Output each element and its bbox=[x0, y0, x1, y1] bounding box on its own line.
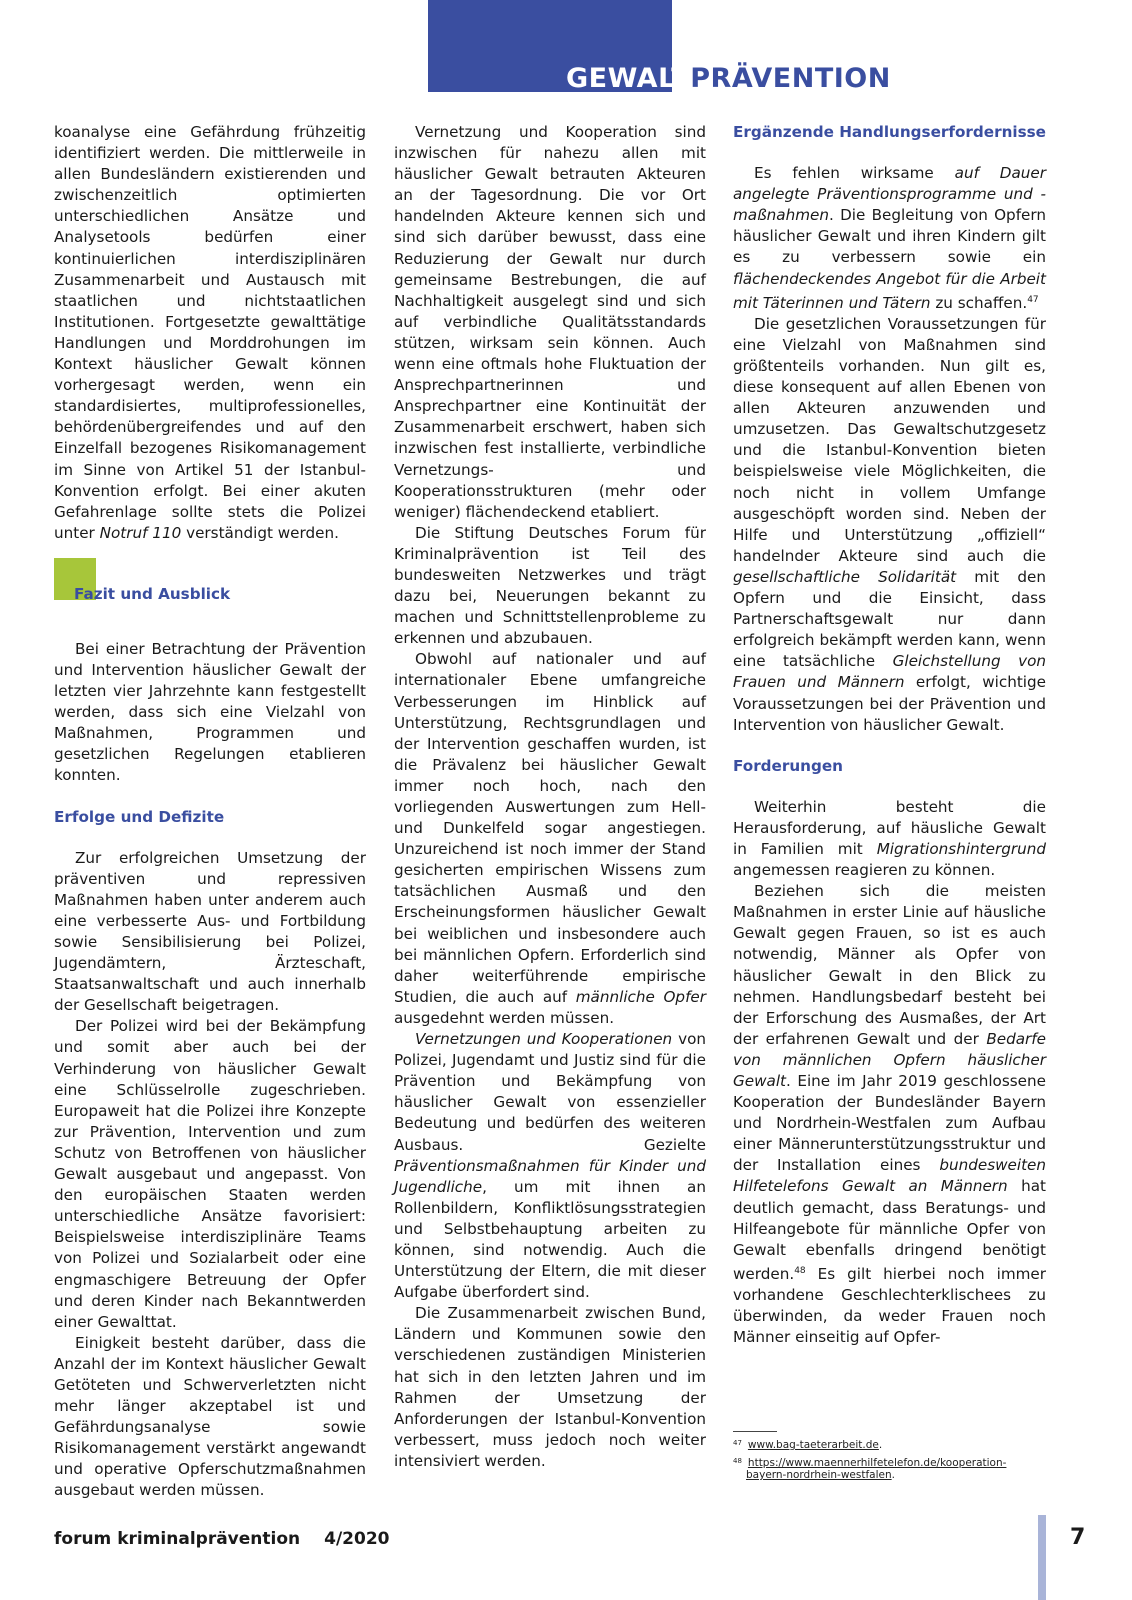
paragraph: Obwohl auf nationaler und auf internationaler Ebene umfangreiche Verbesserungen im Hinblick auf Unterstützung, Rechtsgrundlagen und der Intervention geschaffen wurden, ist die Prävalenz bei häuslicher Gewalt immer noch hoch, nach den vorliegenden Auswertungen zum Hell- und Dunkelfeld sogar angestiegen. Unzureichend ist noch immer der Stand gesicherten empirischen Wissens zum tatsächlichen Ausmaß und den Erscheinungsformen häuslicher Gewalt bei weiblichen und insbesondere auch bei männlichen Opfern. Erforderlich sind daher weiterführende empirische Studien, die auch auf männliche Opfer ausgedehnt werden müssen. bbox=[394, 650, 707, 1027]
paragraph: Vernetzungen und Kooperationen von Polizei, Jugendamt und Justiz sind für die Prävention und Bekämpfung von häuslicher Gewalt von essenzieller Bedeutung und bedürfen des weiteren Ausbaus. Gezielte Präventionsmaßnahmen für Kinder und Jugendliche, um mit ihnen an Rollenbildern, Konfliktlösungsstrategien und Selbstbehauptung arbeiten zu können, sind notwendig. Auch die Unterstützung der Eltern, die mit dieser Aufgabe überfordert sind. bbox=[394, 1030, 706, 1302]
paragraph: Einigkeit besteht darüber, dass die Anzahl der im Kontext häuslicher Gewalt Getöteten und Schwerverletzten nicht mehr länger akzeptabel ist und Gefährdungsanalyse sowie Risikomanagement verstärkt angewandt und operative Opferschutzmaßnahmen ausgebaut werden müssen. bbox=[54, 1333, 366, 1500]
footer-accent-bar bbox=[1038, 1515, 1046, 1600]
paragraph: Der Polizei wird bei der Bekämpfung und somit aber auch bei der Verhinderung von häuslicher Gewalt eine Schlüsselrolle zugeschrieben. Europaweit hat die Polizei ihre Konzepte zur Prävention, Intervention und zum Schutz von Betroffenen von häuslicher Gewalt ausgebaut und angepasst. Von den europäischen Staaten werden unterschiedliche Ansätze favorisiert: Beispielsweise interdisziplinäre Teams von Polizei und Sozialarbeit oder eine engmaschigere Betreuung der Opfer und deren Kinder nach Bekanntwerden einer Gewalttat. bbox=[54, 1017, 366, 1331]
paragraph: Bei einer Betrachtung der Prävention und Intervention häuslicher Gewalt der letzten vier Jahrzehnte kann festgestellt werden, dass sich eine Vielzahl von Maßnahmen, Programmen und gesetzlichen Regelungen etablieren konnten. bbox=[54, 639, 366, 785]
footer-issue: 4/2020 bbox=[324, 1529, 390, 1549]
paragraph: Die Zusammenarbeit zwischen Bund, Ländern und Kommunen sowie den verschiedenen zuständigen Ministerien hat sich in den letzten Jahren und im Rahmen der Umsetzung der Anforderungen der Istanbul-Konvention verbessert, muss jedoch noch weiter intensiviert werden. bbox=[394, 1304, 706, 1470]
footnote-divider bbox=[733, 1431, 777, 1432]
paragraph: Weiterhin besteht die Herausforderung, auf häusliche Gewalt in Familien mit Migrationshintergrund angemessen reagieren zu können. bbox=[733, 797, 1046, 880]
section-title: GEWALTPRÄVENTION bbox=[566, 63, 891, 94]
section-heading-erfolge: Erfolge und Defizite bbox=[54, 807, 225, 826]
column-2 bbox=[394, 122, 706, 1472]
footnote-link[interactable]: www.bag-taeterarbeit.de bbox=[747, 1439, 879, 1451]
paragraph: koanalyse eine Gefährdung frühzeitig identifiziert werden. Die mittlerweile in allen Bundesländern existierenden und zwischenzeitlich optimierten unterschiedlichen Ansätze und Analysetools bedürfen einer kontinuierlichen interdisziplinären Zusammenarbeit und Austausch mit staatlichen und nichtstaatlichen Institutionen. Fortgesetzte gewalttätige Handlungen und Morddrohungen im Kontext häuslicher Gewalt können vorhergesagt werden, wenn ein standardisiertes, multiprofessionelles, behördenübergreifendes und auf den Einzelfall bezogenes Risikomanagement im Sinne von Artikel 51 der Istanbul-Konvention erfolgt. Bei einer akuten Gefahrenlage sollte stets die Polizei unter Notruf 110 verständigt werden. bbox=[54, 123, 366, 542]
footnote-ref: 47 bbox=[1027, 294, 1039, 305]
paragraph: Beziehen sich die meisten Maßnahmen in erster Linie auf häusliche Gewalt gegen Frauen, so ist es auch notwendig, Männer als Opfer von häuslicher Gewalt in den Blick zu nehmen. Handlungsbedarf besteht bei der Erforschung des Ausmaßes, der Art der erfahrenen Gewalt und der Bedarfe von männlichen Opfern häuslicher Gewalt. Eine im Jahr 2019 geschlossene Kooperation der Bundesländer Bayern und Nordrhein-Westfalen zum Aufbau einer Männerunterstützungsstruktur und der Installation eines bundesweiten Hilfetelefons Gewalt an Männern hat deutlich gemacht, dass Beratungs- und Hilfeangebote für männliche Opfer von Gewalt ebenfalls dringend benötigt werden.$^{48}$ Es gilt hierbei noch immer vorhandene Geschlechterklischees zu überwinden, da weder Frauen noch Männer einseitig auf Opfer- bbox=[733, 882, 1047, 1347]
footnote-47: $^{47}$ www.bag-taeterarbeit.de. bbox=[733, 1439, 883, 1451]
footnote-link[interactable]: https://www.maennerhilfetelefon.de/kooperation- bbox=[747, 1457, 1007, 1469]
footnote-link-cont[interactable]: bayern-nordrhein-westfalen bbox=[746, 1469, 892, 1481]
paragraph: Vernetzung und Kooperation sind inzwischen für nahezu allen mit häuslicher Gewalt betrauten Akteuren an der Tagesordnung. Die vor Ort handelnden Akteure kennen sich und sind sich darüber bewusst, dass eine Reduzierung der Gewalt nur durch gemeinsame Bestrebungen, die auf Nachhaltigkeit ausgelegt sind und sich auf verbindliche Qualitätsstandards stützen, wirksam sein können. Auch wenn eine oftmals hohe Fluktuation der Ansprechpartnerinnen und Ansprechpartner eine Kontinuität der Zusammenarbeit erschwert, haben sich inzwischen fest installierte, verbindliche Vernetzungs- und Kooperationsstrukturen (mehr oder weniger) flächendeckend etabliert. bbox=[394, 123, 706, 521]
footnote-48: $^{48}$ https://www.maennerhilfetelefon.de/kooperation- bayern-nordrhein-westfalen. bbox=[733, 1457, 1007, 1481]
section-heading-forderungen: Forderungen bbox=[733, 756, 843, 775]
column-3 bbox=[733, 122, 1046, 1348]
column-1 bbox=[54, 122, 366, 1502]
section-heading-fazit: Fazit und Ausblick bbox=[74, 585, 231, 603]
section-heading-ergaenzende: Ergänzende Handlungserfordernisse bbox=[733, 123, 1046, 141]
paragraph: Zur erfolgreichen Umsetzung der präventiven und repressiven Maßnahmen haben unter anderem auch eine verbesserte Aus- und Fortbildung sowie Sensibilisierung bei Polizei, Jugendämtern, Ärzteschaft, Staatsanwaltschaft und auch innerhalb der Gesellschaft beigetragen. bbox=[54, 848, 366, 1015]
paragraph: Die Stiftung Deutsches Forum für Kriminalprävention ist Teil des bundesweiten Netzwerkes und trägt dazu bei, Neuerungen bekannt zu machen und Schnittstellenprobleme zu erkennen und abzubauen. bbox=[394, 523, 706, 648]
page-number: 7 bbox=[1070, 1525, 1086, 1550]
footnote-ref: 48 bbox=[794, 1265, 806, 1276]
footer-journal: forum kriminalprävention 4/2020 bbox=[54, 1529, 390, 1549]
paragraph: Die gesetzlichen Voraussetzungen für eine Vielzahl von Maßnahmen sind größtenteils vorhanden. Nun gilt es, diese konsequent auf allen Ebenen von allen Akteuren anzuwenden und umzusetzen. Das Gewaltschutzgesetz und die Istanbul-Konvention bieten beispielsweise viele Möglichkeiten, die noch nicht in vollem Umfange ausgeschöpft worden sind. Neben der Hilfe und Unterstützung „offiziell“ handelnder Akteure sind auch die gesellschaftliche Solidarität mit den Opfern und die Einsicht, dass Partnerschaftsgewalt nur dann erfolgreich bekämpft werden kann, wenn eine tatsächliche Gleichstellung von Frauen und Männern erfolgt, wichtige Voraussetzungen bei der Prävention und Intervention von häuslicher Gewalt. bbox=[733, 314, 1046, 734]
paragraph: Es fehlen wirksame auf Dauer angelegte Präventionsprogramme und -maßnahmen. Die Begleitung von Opfern häuslicher Gewalt und ihren Kindern gilt es zu verbessern sowie ein flächendeckendes Angebot für die Arbeit mit Täterinnen und Tätern zu schaffen.$^{47}$ bbox=[733, 164, 1046, 312]
